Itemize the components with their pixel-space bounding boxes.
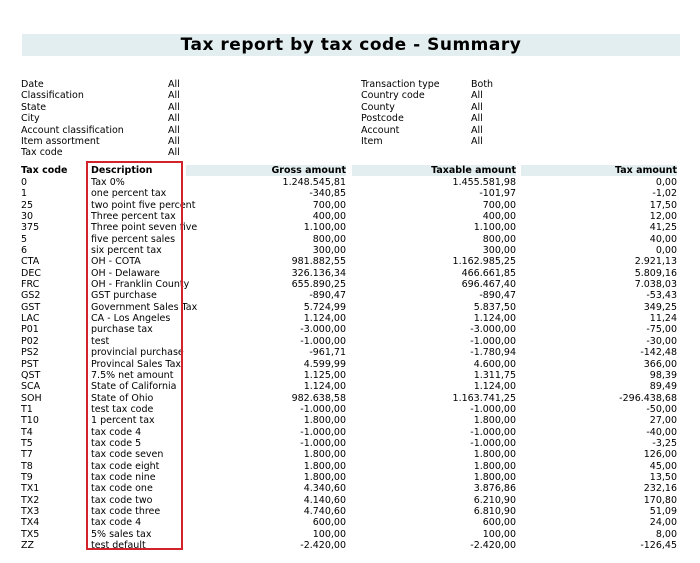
column-header-gross-amount: Gross amount xyxy=(186,165,346,176)
tax-code-cell: GST xyxy=(21,301,41,313)
params-left-values xyxy=(168,79,228,159)
description-cell: tax code three xyxy=(91,505,161,517)
description-cell: State of Ohio xyxy=(91,392,154,404)
tax-code-cell: T10 xyxy=(21,415,39,427)
column-header-tax-amount: Tax amount xyxy=(521,165,677,176)
description-cell: tax code nine xyxy=(91,471,156,483)
tax-amount-cell: -3,25 xyxy=(652,437,677,449)
taxable-amount-cell: 1.800,00 xyxy=(473,460,516,472)
gross-amount-cell: -1.000,00 xyxy=(300,426,346,438)
tax-amount-cell: 126,00 xyxy=(643,449,677,461)
tax-amount-cell: 7.038,03 xyxy=(634,279,677,291)
tax-amount-cell: 98,39 xyxy=(649,369,677,381)
description-cell: tax code 5 xyxy=(91,437,142,449)
tax-code-cell: T9 xyxy=(21,471,33,483)
taxable-amount-cell: 100,00 xyxy=(482,528,516,540)
description-cell: Three percent tax xyxy=(91,211,176,223)
tax-amount-cell: -40,00 xyxy=(646,426,677,438)
tax-code-cell: SOH xyxy=(21,392,42,404)
taxable-amount-cell: 1.455.581,98 xyxy=(452,177,516,188)
gross-amount-cell: 4.340,60 xyxy=(303,483,346,495)
tax-code-cell: 30 xyxy=(21,211,34,223)
description-cell: OH - Franklin County xyxy=(91,279,190,291)
tax-amount-cell: 51,09 xyxy=(649,505,677,517)
description-cell: test default xyxy=(91,540,146,551)
tax-amount-cell: 40,00 xyxy=(649,233,677,245)
tax-code-cell: 5 xyxy=(21,233,28,245)
taxable-amount-cell: 1.800,00 xyxy=(473,449,516,461)
tax-code-cell: T5 xyxy=(21,437,33,449)
description-cell: 7.5% net amount xyxy=(91,369,174,381)
tax-amount-cell: 0,00 xyxy=(655,177,677,188)
gross-amount-cell: -3.000,00 xyxy=(300,324,346,336)
tax-amount-cell: 45,00 xyxy=(649,460,677,472)
tax-amount-cell: -30,00 xyxy=(646,335,677,347)
description-cell: Government Sales Tax xyxy=(91,301,198,313)
tax-amount-cell: -75,00 xyxy=(646,324,677,336)
taxable-amount-cell: -1.000,00 xyxy=(470,335,516,347)
description-cell: Provincal Sales Tax xyxy=(91,358,182,370)
right-param-value: All xyxy=(471,90,483,102)
tax-code-cell: PST xyxy=(21,358,39,370)
taxable-amount-cell: 696.467,40 xyxy=(461,279,516,291)
gross-amount-cell: -961,71 xyxy=(309,347,346,359)
description-cell: provincial purchase xyxy=(91,347,184,359)
description-cell: Three point seven five xyxy=(91,222,198,234)
description-cell: one percent tax xyxy=(91,188,167,200)
description-cell: CA - Los Angeles xyxy=(91,313,171,325)
gross-amount-cell: -1.000,00 xyxy=(300,437,346,449)
left-param-label: City xyxy=(21,113,40,125)
tax-amount-cell: -50,00 xyxy=(646,403,677,415)
tax-amount-cell: 41,25 xyxy=(649,222,677,234)
gross-amount-cell: 1.800,00 xyxy=(303,471,346,483)
taxable-amount-cell: 600,00 xyxy=(482,517,516,529)
tax-code-cell: FRC xyxy=(21,279,40,291)
description-cell: purchase tax xyxy=(91,324,153,336)
taxable-amount-cell: 1.124,00 xyxy=(473,381,516,393)
gross-amount-cell: 1.800,00 xyxy=(303,415,346,427)
tax-amount-cell: -142,48 xyxy=(640,347,677,359)
taxable-amount-cell: 1.162.985,25 xyxy=(452,256,516,268)
left-param-label: Account classification xyxy=(21,124,124,136)
column-header-description: Description xyxy=(91,165,153,176)
description-column-highlight xyxy=(86,161,198,550)
description-cell: GST purchase xyxy=(91,290,157,302)
tax-amount-cell: 27,00 xyxy=(649,415,677,427)
gross-amount-cell: -890,47 xyxy=(309,290,346,302)
left-param-value: All xyxy=(168,124,180,136)
tax-amount-cell: 24,00 xyxy=(649,517,677,529)
tax-code-cell: T1 xyxy=(21,403,33,415)
gross-amount-cell: 600,00 xyxy=(312,517,346,529)
tax-amount-cell: -53,43 xyxy=(646,290,677,302)
description-cell: 1 percent tax xyxy=(91,415,155,427)
gross-amount-cell: -1.000,00 xyxy=(300,403,346,415)
gross-amount-cell: 1.248.545,81 xyxy=(282,177,346,188)
tax-code-cell: P01 xyxy=(21,324,39,336)
description-cell: OH - Delaware xyxy=(91,267,160,279)
gross-amount-cell: 300,00 xyxy=(312,245,346,257)
left-param-label: State xyxy=(21,101,47,113)
taxable-amount-cell: 1.124,00 xyxy=(473,313,516,325)
taxable-amount-cell: 1.311,75 xyxy=(473,369,516,381)
tax-amount-cell: 89,49 xyxy=(649,381,677,393)
gross-amount-cell: 4.740,60 xyxy=(303,505,346,517)
taxable-amount-cell: 1.100,00 xyxy=(473,222,516,234)
taxable-amount-cell: 1.163.741,25 xyxy=(452,392,516,404)
right-param-label: Item xyxy=(361,135,383,147)
tax-code-cell: 25 xyxy=(21,199,34,211)
tax-code-cell: T8 xyxy=(21,460,33,472)
tax-code-cell: SCA xyxy=(21,381,41,393)
tax-amount-cell: 349,25 xyxy=(643,301,677,313)
gross-amount-cell: -2.420,00 xyxy=(300,540,346,551)
right-param-label: Postcode xyxy=(361,113,404,125)
tax-amount-cell: 13,50 xyxy=(649,471,677,483)
right-param-value: All xyxy=(471,135,483,147)
tax-amount-cell: 170,80 xyxy=(643,494,677,506)
tax-code-cell: TX3 xyxy=(21,505,40,517)
description-cell: tax code one xyxy=(91,483,153,495)
description-cell: five percent sales xyxy=(91,233,176,245)
tax-code-cell: 0 xyxy=(21,177,28,188)
description-cell: two point five percent xyxy=(91,199,196,211)
right-param-value: Both xyxy=(471,79,494,90)
left-param-value: All xyxy=(168,135,180,147)
taxable-amount-cell: 1.800,00 xyxy=(473,471,516,483)
tax-amount-cell: -1,02 xyxy=(652,188,677,200)
tax-amount-cell: 17,50 xyxy=(649,199,677,211)
description-cell: tax code two xyxy=(91,494,153,506)
taxable-amount-cell: 1.800,00 xyxy=(473,415,516,427)
taxable-amount-cell: -1.780,94 xyxy=(470,347,516,359)
tax-code-cell: TX2 xyxy=(21,494,40,506)
taxable-amount-cell: -101,97 xyxy=(479,188,516,200)
tax-amount-cell: 2.921,13 xyxy=(634,256,677,268)
description-cell: test tax code xyxy=(91,403,154,415)
tax-amount-cell: 11,24 xyxy=(649,313,677,325)
column-header-tax-code: Tax code xyxy=(21,165,68,176)
description-cell: tax code eight xyxy=(91,460,160,472)
gross-amount-cell: 800,00 xyxy=(312,233,346,245)
left-param-label: Tax code xyxy=(21,147,63,159)
gross-amount-cell: 1.800,00 xyxy=(303,449,346,461)
taxable-amount-cell: 400,00 xyxy=(482,211,516,223)
right-param-label: Transaction type xyxy=(361,79,440,90)
taxable-amount-cell: 5.837,50 xyxy=(473,301,516,313)
left-param-value: All xyxy=(168,90,180,102)
taxable-amount-cell: 800,00 xyxy=(482,233,516,245)
tax-amount-cell: -296.438,68 xyxy=(619,392,677,404)
tax-amount-cell: 366,00 xyxy=(643,358,677,370)
tax-code-cell: CTA xyxy=(21,256,40,268)
taxable-amount-cell: -2.420,00 xyxy=(470,540,516,551)
gross-amount-cell: 700,00 xyxy=(312,199,346,211)
description-cell: State of California xyxy=(91,381,177,393)
gross-amount-cell: -340,85 xyxy=(309,188,346,200)
description-cell: tax code 4 xyxy=(91,517,142,529)
left-param-label: Classification xyxy=(21,90,84,102)
taxable-amount-cell: 466.661,85 xyxy=(461,267,516,279)
right-param-value: All xyxy=(471,113,483,125)
left-param-label: Date xyxy=(21,79,44,90)
right-param-value: All xyxy=(471,124,483,136)
taxable-amount-cell: -890,47 xyxy=(479,290,516,302)
tax-code-cell: 1 xyxy=(21,188,28,200)
left-param-value: All xyxy=(168,147,180,159)
taxable-amount-cell: 6.210,90 xyxy=(473,494,516,506)
gross-amount-cell: 400,00 xyxy=(312,211,346,223)
tax-code-cell: PS2 xyxy=(21,347,39,359)
gross-amount-cell: 5.724,99 xyxy=(303,301,346,313)
params-right-values xyxy=(471,79,531,147)
description-cell: Tax 0% xyxy=(91,177,125,188)
description-cell: 5% sales tax xyxy=(91,528,152,540)
tax-code-cell: TX4 xyxy=(21,517,40,529)
report-title: Tax report by tax code - Summary xyxy=(22,34,680,56)
description-cell: OH - COTA xyxy=(91,256,141,268)
gross-amount-cell: 1.125,00 xyxy=(303,369,346,381)
tax-code-cell: 6 xyxy=(21,245,28,257)
gross-amount-cell: 326.136,34 xyxy=(291,267,346,279)
gross-amount-cell: 4.140,60 xyxy=(303,494,346,506)
tax-code-cell: P02 xyxy=(21,335,39,347)
gross-amount-cell: 1.124,00 xyxy=(303,313,346,325)
taxable-amount-cell: 6.810,90 xyxy=(473,505,516,517)
tax-amount-cell: 232,16 xyxy=(643,483,677,495)
right-param-value: All xyxy=(471,101,483,113)
description-cell: test xyxy=(91,335,110,347)
taxable-amount-cell: 3.876,86 xyxy=(473,483,516,495)
gross-amount-cell: -1.000,00 xyxy=(300,335,346,347)
taxable-amount-cell: -3.000,00 xyxy=(470,324,516,336)
taxable-amount-cell: -1.000,00 xyxy=(470,437,516,449)
right-param-label: Country code xyxy=(361,90,425,102)
tax-amount-cell: 5.809,16 xyxy=(634,267,677,279)
tax-code-cell: TX5 xyxy=(21,528,40,540)
taxable-amount-cell: 4.600,00 xyxy=(473,358,516,370)
taxable-amount-cell: -1.000,00 xyxy=(470,426,516,438)
left-param-value: All xyxy=(168,113,180,125)
tax-code-cell: LAC xyxy=(21,313,40,325)
tax-amount-cell: 12,00 xyxy=(649,211,677,223)
description-cell: tax code 4 xyxy=(91,426,142,438)
gross-amount-cell: 1.124,00 xyxy=(303,381,346,393)
left-param-label: Item assortment xyxy=(21,135,100,147)
left-param-value: All xyxy=(168,101,180,113)
tax-code-cell: T7 xyxy=(21,449,33,461)
gross-amount-cell: 655.890,25 xyxy=(291,279,346,291)
gross-amount-cell: 4.599,99 xyxy=(303,358,346,370)
tax-code-cell: TX1 xyxy=(21,483,40,495)
gross-amount-cell: 1.100,00 xyxy=(303,222,346,234)
tax-amount-cell: -126,45 xyxy=(640,540,677,551)
tax-code-cell: ZZ xyxy=(21,540,35,551)
tax-code-cell: QST xyxy=(21,369,41,381)
description-cell: tax code seven xyxy=(91,449,164,461)
gross-amount-cell: 981.882,55 xyxy=(291,256,346,268)
column-header-taxable-amount: Taxable amount xyxy=(352,165,516,176)
taxable-amount-cell: -1.000,00 xyxy=(470,403,516,415)
gross-amount-cell: 1.800,00 xyxy=(303,460,346,472)
tax-amount-cell: 0,00 xyxy=(655,245,677,257)
right-param-label: Account xyxy=(361,124,400,136)
tax-code-cell: DEC xyxy=(21,267,41,279)
right-param-label: County xyxy=(361,101,395,113)
description-cell: six percent tax xyxy=(91,245,162,257)
tax-code-cell: 375 xyxy=(21,222,40,234)
taxable-amount-cell: 700,00 xyxy=(482,199,516,211)
tax-code-cell: GS2 xyxy=(21,290,41,302)
tax-code-cell: T4 xyxy=(21,426,33,438)
left-param-value: All xyxy=(168,79,180,90)
taxable-amount-cell: 300,00 xyxy=(482,245,516,257)
gross-amount-cell: 100,00 xyxy=(312,528,346,540)
params-left-labels xyxy=(21,79,171,159)
params-right-labels xyxy=(361,79,481,147)
gross-amount-cell: 982.638,58 xyxy=(291,392,346,404)
tax-amount-cell: 8,00 xyxy=(655,528,677,540)
